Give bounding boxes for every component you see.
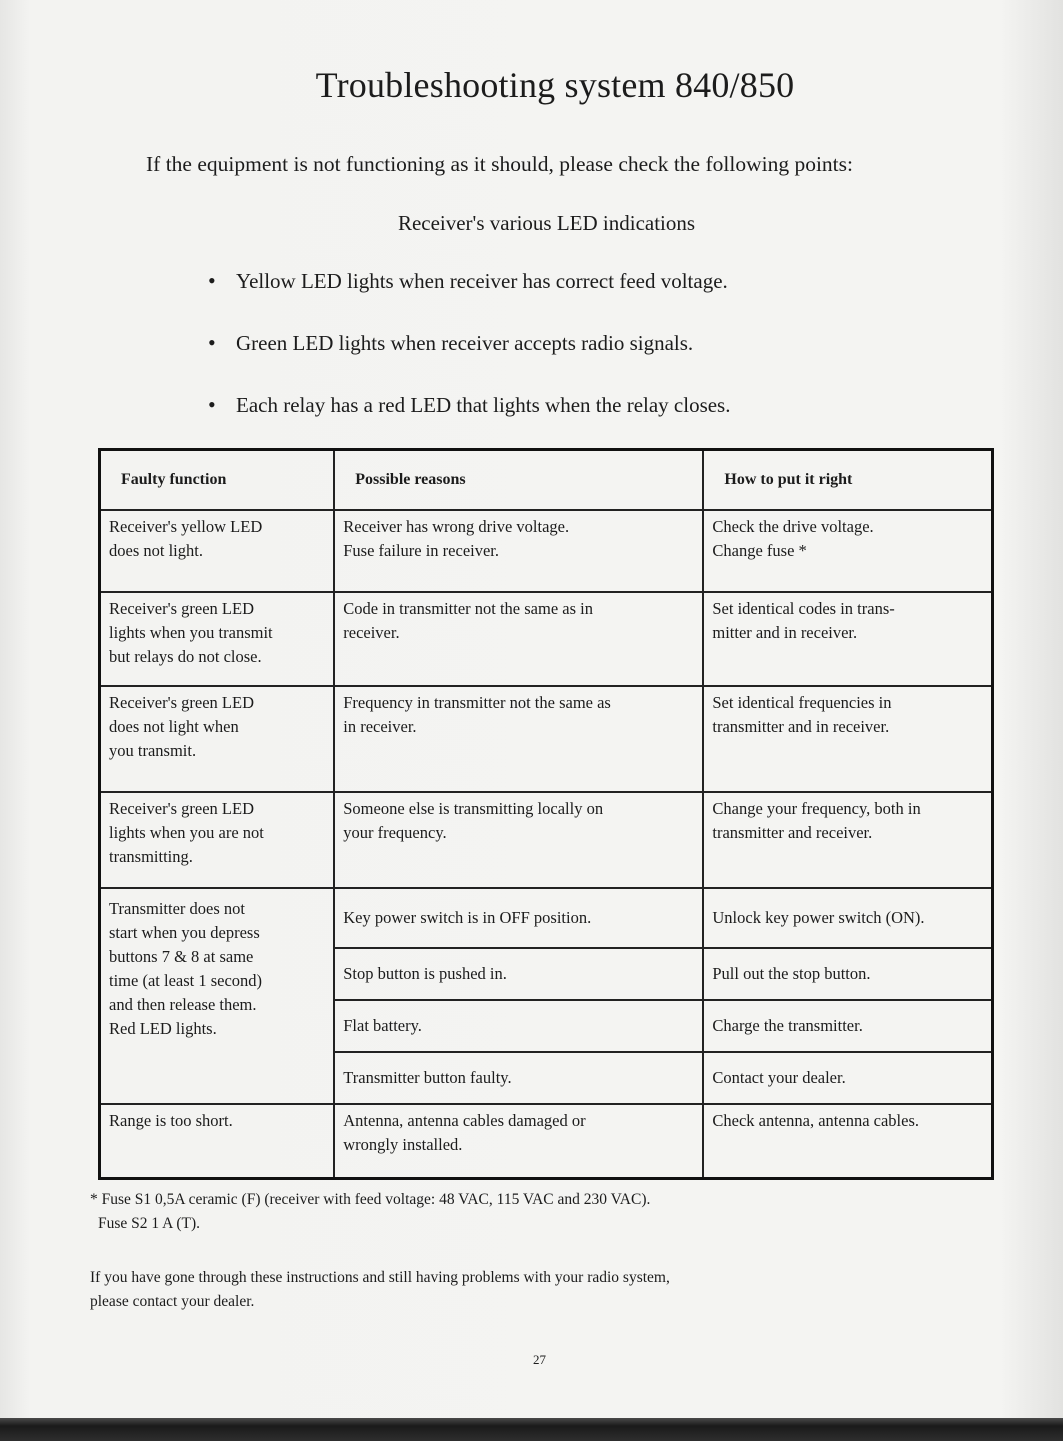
fix-cell: Unlock key power switch (ON). bbox=[703, 888, 992, 948]
table-row bbox=[100, 888, 993, 948]
fault-cell: Range is too short. bbox=[100, 1104, 335, 1179]
intro-text: If the equipment is not functioning as it should, please check the following points: bbox=[146, 152, 853, 176]
page-number: 27 bbox=[533, 1352, 546, 1367]
fix-cell: Change your frequency, both in transmitter and receiver. bbox=[703, 792, 992, 888]
bullet-icon: • bbox=[208, 268, 216, 293]
header-how-to-fix: How to put it right bbox=[703, 450, 992, 511]
table-row bbox=[100, 686, 993, 792]
bullet-item: • Each relay has a red LED that lights when the relay closes. bbox=[208, 390, 730, 452]
closing-note: If you have gone through these instructions and still having problems with your radio system, please contact your dealer. bbox=[90, 1269, 670, 1310]
troubleshooting-table bbox=[98, 448, 994, 1180]
table-row bbox=[100, 510, 993, 592]
led-indications-heading: Receiver's various LED indications bbox=[397, 211, 696, 235]
table-row bbox=[100, 1104, 993, 1179]
bullet-icon: • bbox=[208, 392, 216, 417]
fix-cell: Check antenna, antenna cables. bbox=[703, 1104, 992, 1179]
fix-cell: Charge the transmitter. bbox=[703, 1000, 992, 1052]
reason-cell: Receiver has wrong drive voltage. Fuse failure in receiver. bbox=[334, 510, 703, 592]
scan-edge-shadow bbox=[0, 1418, 1063, 1441]
header-faulty-function: Faulty function bbox=[100, 450, 335, 511]
led-bullet-list bbox=[208, 266, 730, 452]
fix-cell: Pull out the stop button. bbox=[703, 948, 992, 1000]
fault-cell: Receiver's green LED does not light when you transmit. bbox=[100, 686, 335, 792]
reason-cell: Code in transmitter not the same as in receiver. bbox=[334, 592, 703, 686]
table-header-row bbox=[100, 450, 993, 511]
header-possible-reasons: Possible reasons bbox=[334, 450, 703, 511]
reason-cell: Antenna, antenna cables damaged or wrongly installed. bbox=[334, 1104, 703, 1179]
fix-cell: Check the drive voltage. Change fuse * bbox=[703, 510, 992, 592]
fix-cell: Set identical frequencies in transmitter and in receiver. bbox=[703, 686, 992, 792]
reason-cell: Transmitter button faulty. bbox=[334, 1052, 703, 1104]
bullet-item: • Green LED lights when receiver accepts radio signals. bbox=[208, 328, 730, 390]
fault-cell: Transmitter does not start when you depress buttons 7 & 8 at same time (at least 1 second) and then release them. Red LED lights. bbox=[100, 888, 335, 1104]
fix-cell: Set identical codes in trans- mitter and in receiver. bbox=[703, 592, 992, 686]
fix-cell: Contact your dealer. bbox=[703, 1052, 992, 1104]
bullet-icon: • bbox=[208, 330, 216, 355]
reason-cell: Key power switch is in OFF position. bbox=[334, 888, 703, 948]
fuse-footnote: * Fuse S1 0,5A ceramic (F) (receiver with feed voltage: 48 VAC, 115 VAC and 230 VAC). Fuse S2 1 A (T). bbox=[90, 1191, 651, 1232]
table-row bbox=[100, 592, 993, 686]
page-title: Troubleshooting system 840/850 bbox=[315, 65, 795, 105]
fault-cell: Receiver's green LED lights when you are not transmitting. bbox=[100, 792, 335, 888]
reason-cell: Someone else is transmitting locally on your frequency. bbox=[334, 792, 703, 888]
reason-cell: Stop button is pushed in. bbox=[334, 948, 703, 1000]
bullet-item: • Yellow LED lights when receiver has correct feed voltage. bbox=[208, 266, 730, 328]
fault-cell: Receiver's green LED lights when you transmit but relays do not close. bbox=[100, 592, 335, 686]
reason-cell: Frequency in transmitter not the same as in receiver. bbox=[334, 686, 703, 792]
table-row bbox=[100, 792, 993, 888]
reason-cell: Flat battery. bbox=[334, 1000, 703, 1052]
fault-cell: Receiver's yellow LED does not light. bbox=[100, 510, 335, 592]
